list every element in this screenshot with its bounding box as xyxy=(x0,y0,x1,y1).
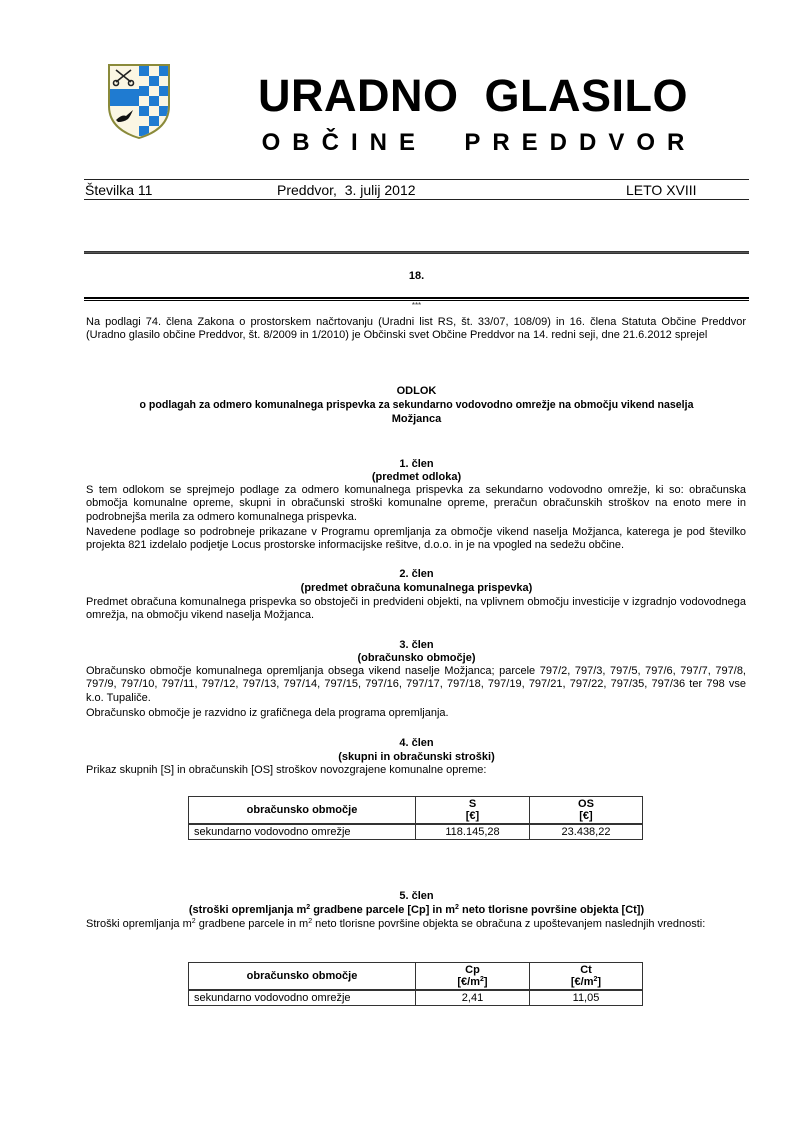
article-5-number: 5. člen xyxy=(399,890,434,902)
column-header: obračunsko območje xyxy=(189,797,416,825)
table-header-row xyxy=(189,963,643,991)
table-row xyxy=(189,824,643,840)
column-header: obračunsko območje xyxy=(189,963,416,991)
article-4-paragraph: Prikaz skupnih [S] in obračunskih [OS] stroškov novozgrajene komunalne opreme: xyxy=(86,764,487,776)
table-cell: 2,41 xyxy=(416,990,530,1006)
table-cell: sekundarno vodovodno omrežje xyxy=(189,990,416,1006)
article-3-paragraph: Obračunsko območje je razvidno iz grafičnega dela programa opremljanja. xyxy=(86,707,449,719)
document-number: 18. xyxy=(408,270,425,282)
costs-table xyxy=(188,796,643,840)
place-date: Preddvor, 3. julij 2012 xyxy=(277,182,416,198)
table-header-row xyxy=(189,797,643,825)
article-3-paragraph: Obračunsko območje komunalnega opremljanja obsega vikend naselje Možjanca; parcele 797/2, 797/3, 797/5, 797/6, 797/7, 797/8, 797/9, 797/10, 797/11, 797/12, 797/13, 797/14, 797/15, 797/16, 797/17, 797/18, 797/19, 797/21, 797/22, 797/35, 797/36 ter 798 vse k.o. Tupaliče. xyxy=(86,665,746,704)
odlok-subtitle-end: Možjanca xyxy=(391,413,442,425)
header-rule-bottom xyxy=(84,199,749,200)
year-label: LETO XVIII xyxy=(626,182,697,198)
column-header: S [€] xyxy=(416,797,530,825)
unit-costs-table xyxy=(188,962,643,1006)
odlok-subtitle: o podlagah za odmero komunalnega prispevka za sekundarno vodovodno omrežje na območju vikend naselja xyxy=(139,399,694,411)
table-cell: 11,05 xyxy=(530,990,643,1006)
column-header: Cp $[€/m^2]$ xyxy=(416,963,530,991)
article-1-title: (predmet odloka) xyxy=(371,471,462,483)
table-cell: sekundarno vodovodno omrežje xyxy=(189,824,416,840)
table-cell: 23.438,22 xyxy=(530,824,643,840)
article-5-paragraph: Stroški opremljanja $m^2$ gradbene parcele in $m^2$ neto tlorisne površine objekta se obračuna z upoštevanjem naslednjih vrednosti: xyxy=(86,918,706,930)
publication-subtitle: OBČINE PREDDVOR xyxy=(261,129,697,156)
article-3-title: (obračunsko območje) xyxy=(357,652,476,664)
preamble: Na podlagi 74. člena Zakona o prostorskem načrtovanju (Uradni list RS, št. 33/07, 108/09) in 16. člena Statuta Občine Preddvor (Uradno glasilo občine Preddvor, št. 8/2009 in 1/2010) je Občinski svet Občine Preddvor na 14. redni seji, dne 21.6.2012 sprejel xyxy=(86,316,746,342)
article-4-title: (skupni in obračunski stroški) xyxy=(338,751,495,763)
header-rule-top xyxy=(84,179,749,180)
separator: *** xyxy=(411,301,422,310)
table-row xyxy=(189,990,643,1006)
column-header: Ct $[€/m^2]$ xyxy=(530,963,643,991)
table-cell: 118.145,28 xyxy=(416,824,530,840)
article-1-paragraph: S tem odlokom se sprejmejo podlage za odmero komunalnega prispevka za sekundarno vodovodno omrežje, ki so: obračunska območja komunalne opreme, skupni in obračunski stroški komunalne opreme, preračun obračunskih stroškov na enoto mere in podrobnejša merila za odmero komunalnega prispevka. xyxy=(86,484,746,523)
municipality-crest-logo xyxy=(106,62,172,140)
article-2-paragraph: Predmet obračuna komunalnega prispevka so obstoječi in predvideni objekti, na vplivnem območju investicije v izgradnjo vodovodnega omrežja, na območju vikend naselja Možjanca. xyxy=(86,596,746,622)
article-5-title: (stroški opremljanja $m^2$ gradbene parcele [Cp] in $m^2$ neto tlorisne površine objekta [Ct]) xyxy=(188,904,645,916)
article-3-number: 3. člen xyxy=(399,639,434,651)
section-rule-thick xyxy=(84,251,749,254)
article-2-number: 2. člen xyxy=(399,568,434,580)
column-header: OS [€] xyxy=(530,797,643,825)
article-1-number: 1. člen xyxy=(399,458,434,470)
issue-number: Številka 11 xyxy=(85,182,153,198)
odlok-title: ODLOK xyxy=(396,385,437,397)
publication-title: URADNO GLASILO xyxy=(258,70,688,121)
article-1-paragraph: Navedene podlage so podrobneje prikazane v Programu opremljanja za območje vikend naselja Možjanca, katerega je pod številko projekta 821 izdelalo podjetje Locus prostorske informacijske rešitve, d.o.o. in je na vpogled na sedežu občine. xyxy=(86,526,746,552)
article-2-title: (predmet obračuna komunalnega prispevka) xyxy=(300,582,533,594)
article-4-number: 4. člen xyxy=(399,737,434,749)
